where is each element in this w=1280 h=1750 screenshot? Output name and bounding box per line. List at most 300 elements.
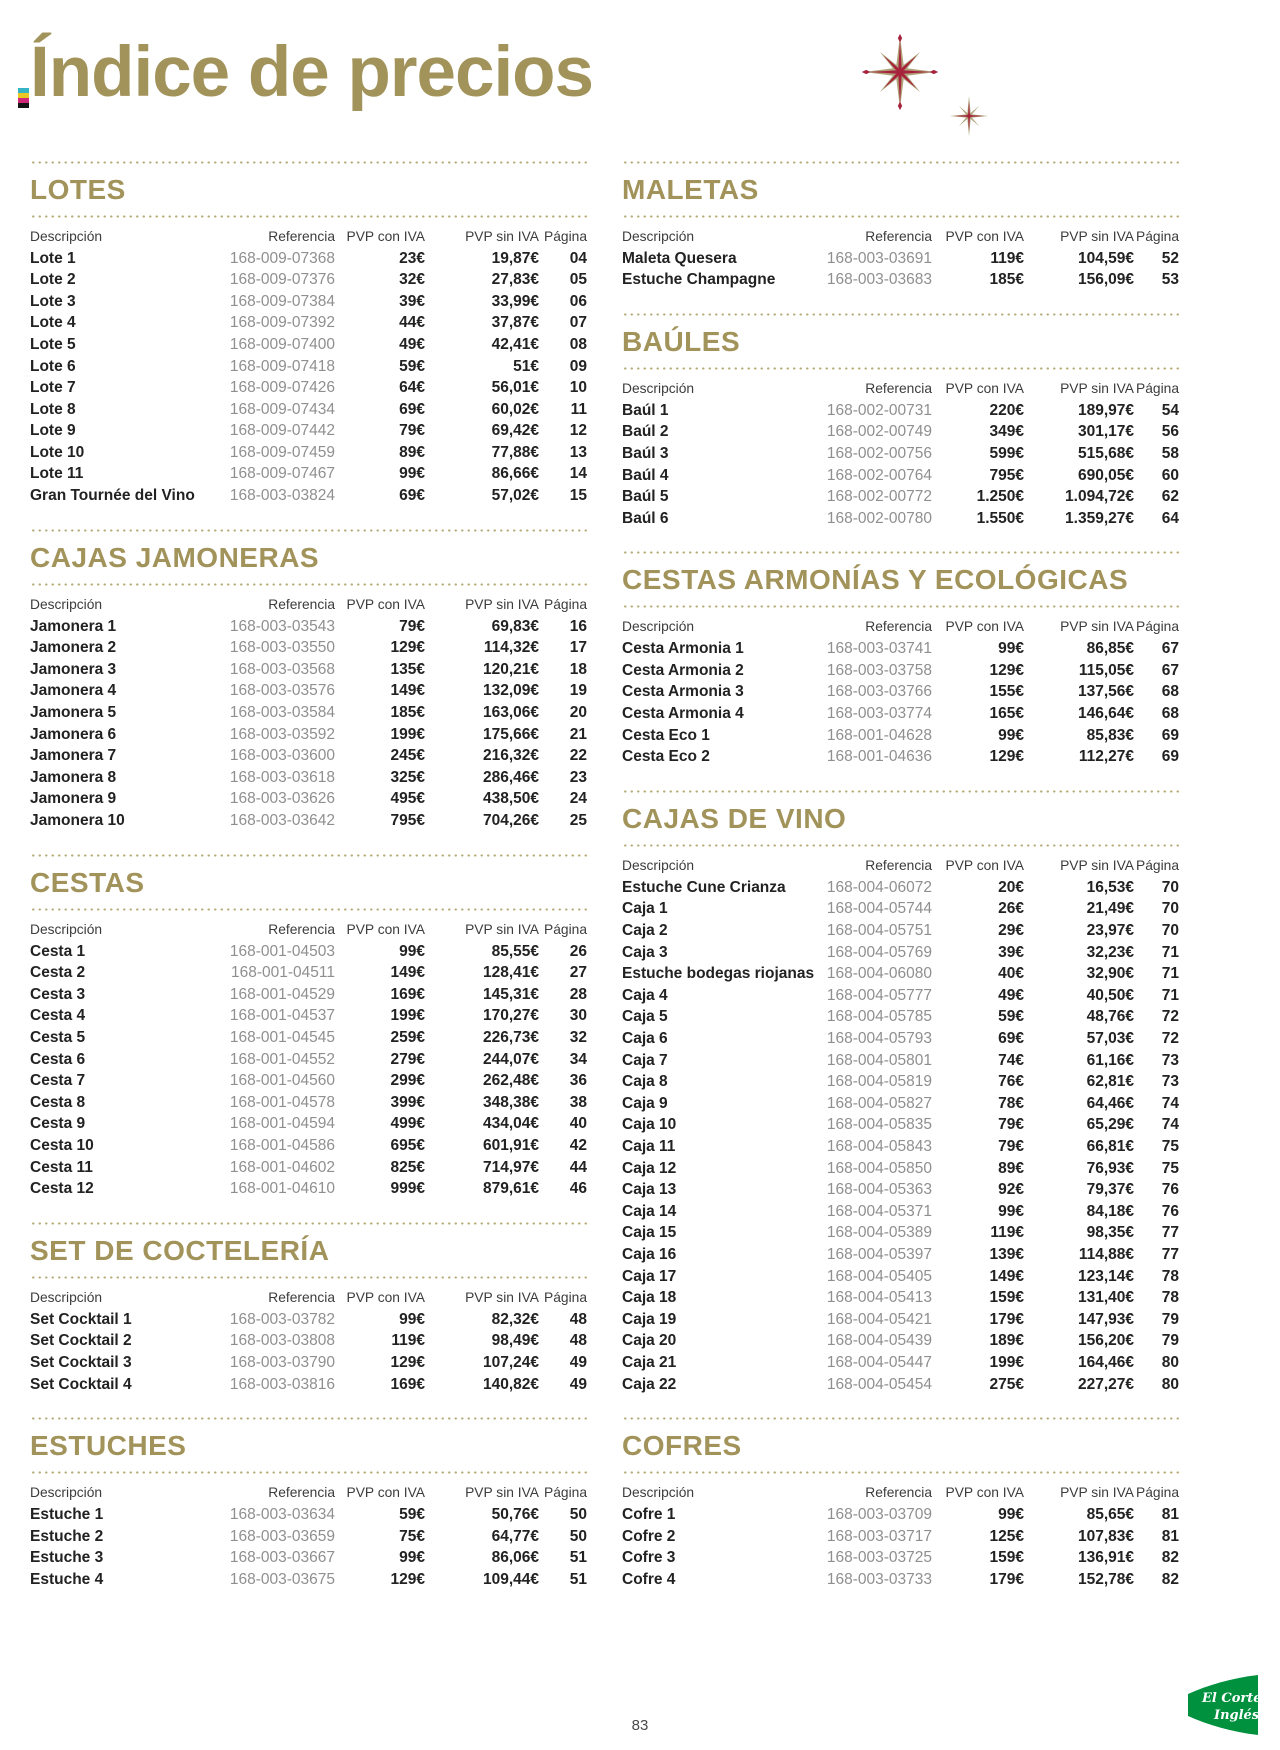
cell-description: Caja 18 [622,1289,677,1307]
cell-page: 25 [569,812,587,830]
dotted-divider [30,529,587,532]
column-header-description: Descripción [622,1485,695,1501]
table-row [30,680,587,702]
cell-price-without-vat: 348,38€ [482,1093,539,1111]
cell-page: 64 [1161,509,1179,527]
table-row [622,400,1179,422]
table-row [30,420,587,442]
table-row [30,745,587,767]
cell-description: Cofre 3 [622,1549,676,1567]
cell-reference: 168-004-05850 [826,1159,932,1177]
column-header-page: Página [1136,857,1179,873]
table-row [30,334,587,356]
cell-description: Cofre 1 [622,1506,676,1524]
table-row [30,1178,587,1200]
cell-price-with-vat: 135€ [390,660,425,678]
cell-price-without-vat: 77,88€ [491,443,539,461]
cell-description: Maleta Quesera [622,249,737,267]
cell-reference: 168-003-03808 [229,1332,335,1350]
cell-page: 80 [1161,1375,1179,1393]
table-row [622,486,1179,508]
cell-price-without-vat: 104,59€ [1077,249,1134,267]
cell-reference: 168-001-04545 [229,1028,335,1046]
cell-description: Caja 10 [622,1116,677,1134]
cell-reference: 168-004-05447 [826,1353,932,1371]
cell-reference: 168-009-07384 [229,292,335,310]
table-row [30,291,587,313]
cell-page: 51 [569,1549,587,1567]
cell-description: Cofre 4 [622,1570,676,1588]
price-section [622,161,1179,291]
cell-page: 14 [569,465,587,483]
cell-page: 46 [569,1180,587,1198]
cell-price-without-vat: 16,53€ [1086,878,1134,896]
cell-reference: 168-003-03642 [229,812,335,830]
table-row [622,1071,1179,1093]
cell-description: Set Cocktail 4 [30,1375,132,1393]
table-row [30,1113,587,1135]
cell-reference: 168-001-04602 [229,1158,335,1176]
cell-price-without-vat: 79,37€ [1086,1181,1134,1199]
cell-description: Cesta Eco 2 [622,748,710,766]
column-header-page: Página [544,1289,587,1305]
cell-description: Baúl 1 [622,401,669,419]
table-row [622,1266,1179,1288]
column-header-page: Página [544,228,587,244]
table-row [30,810,587,832]
cell-reference: 168-003-03758 [826,661,932,679]
table-row [30,312,587,334]
cell-page: 75 [1161,1137,1179,1155]
cell-price-with-vat: 155€ [989,683,1024,701]
cell-price-without-vat: 128,41€ [482,964,539,982]
cell-page: 75 [1161,1159,1179,1177]
column-header-page: Página [1136,380,1179,396]
cell-page: 67 [1161,640,1179,658]
cell-page: 15 [569,487,587,505]
price-table [622,377,1179,530]
column-header-pvp-without-vat: PVP sin IVA [1060,857,1134,873]
cell-price-without-vat: 64,46€ [1086,1094,1134,1112]
star-small-icon [948,92,990,145]
column-header-pvp-with-vat: PVP con IVA [346,228,425,244]
column-header-pvp-without-vat: PVP sin IVA [1060,228,1134,244]
cell-description: Jamonera 4 [30,682,117,700]
cell-price-with-vat: 59€ [399,357,425,375]
dotted-divider [622,1471,1179,1474]
cell-page: 48 [569,1310,587,1328]
cell-price-with-vat: 159€ [989,1549,1024,1567]
cell-price-with-vat: 185€ [989,271,1024,289]
cell-page: 72 [1161,1030,1179,1048]
table-row [622,1504,1179,1526]
table-row [30,1309,587,1331]
el-corte-ingles-logo [1188,1674,1260,1736]
cell-price-without-vat: 42,41€ [491,335,539,353]
table-row [622,1309,1179,1331]
cell-description: Lote 10 [30,443,85,461]
cell-price-with-vat: 399€ [390,1093,425,1111]
cell-page: 77 [1161,1224,1179,1242]
column-header-page: Página [544,596,587,612]
cell-price-with-vat: 129€ [989,661,1024,679]
table-row [30,485,587,507]
column-header-reference: Referencia [865,380,932,396]
cell-reference: 168-003-03667 [229,1549,335,1567]
cell-price-with-vat: 325€ [390,768,425,786]
column-header-pvp-with-vat: PVP con IVA [346,921,425,937]
dotted-divider [622,551,1179,554]
cell-description: Cesta 2 [30,964,86,982]
cell-page: 62 [1161,488,1179,506]
cell-price-without-vat: 131,40€ [1077,1289,1134,1307]
cell-page: 40 [569,1115,587,1133]
cell-reference: 168-001-04610 [229,1180,335,1198]
cell-description: Jamonera 10 [30,812,125,830]
cell-price-without-vat: 170,27€ [482,1007,539,1025]
print-mark-bar [18,103,29,108]
table-row [622,746,1179,768]
cell-description: Cesta Armonia 3 [622,683,744,701]
cell-page: 78 [1161,1267,1179,1285]
cell-price-without-vat: 163,06€ [482,704,539,722]
dotted-divider [622,844,1179,847]
price-table [622,1481,1179,1590]
cell-price-without-vat: 69,42€ [491,422,539,440]
column-header-page: Página [1136,1485,1179,1501]
cell-description: Caja 22 [622,1375,677,1393]
cell-description: Baúl 4 [622,466,669,484]
table-row [622,508,1179,530]
cell-page: 21 [569,725,587,743]
cell-description: Jamonera 8 [30,768,117,786]
cell-description: Caja 5 [622,1008,668,1026]
cell-description: Cesta 12 [30,1180,94,1198]
cell-description: Caja 2 [622,922,668,940]
cell-price-without-vat: 21,49€ [1086,900,1134,918]
table-row [30,659,587,681]
cell-price-with-vat: 149€ [390,682,425,700]
table-row [622,660,1179,682]
cell-page: 16 [569,617,587,635]
cell-reference: 168-004-05751 [826,922,932,940]
table-row [30,984,587,1006]
cell-price-with-vat: 495€ [390,790,425,808]
table-row [30,702,587,724]
cell-price-without-vat: 714,97€ [482,1158,539,1176]
cell-page: 09 [569,357,587,375]
cell-price-without-vat: 152,78€ [1077,1570,1134,1588]
table-row [622,942,1179,964]
cell-price-without-vat: 32,90€ [1086,965,1134,983]
cell-reference: 168-003-03774 [826,705,932,723]
cell-page: 70 [1161,900,1179,918]
cell-price-with-vat: 139€ [989,1245,1024,1263]
cell-reference: 168-001-04529 [229,985,335,1003]
cell-reference: 168-004-05785 [826,1008,932,1026]
cell-description: Cesta 8 [30,1093,86,1111]
cell-reference: 168-004-05371 [826,1202,932,1220]
cell-page: 30 [569,1007,587,1025]
cell-price-with-vat: 279€ [390,1050,425,1068]
cell-price-with-vat: 76€ [998,1073,1024,1091]
cell-reference: 168-004-05389 [826,1224,932,1242]
left-column [30,161,587,1613]
column-header-reference: Referencia [865,228,932,244]
cell-price-with-vat: 78€ [998,1094,1024,1112]
cell-price-with-vat: 795€ [989,466,1024,484]
cell-page: 34 [569,1050,587,1068]
cell-page: 49 [569,1375,587,1393]
section-title: CAJAS JAMONERAS [30,541,320,573]
cell-page: 79 [1161,1310,1179,1328]
cell-price-without-vat: 286,46€ [482,768,539,786]
cell-price-without-vat: 601,91€ [482,1136,539,1154]
cell-price-with-vat: 40€ [998,965,1024,983]
cell-description: Caja 4 [622,986,668,1004]
cell-price-with-vat: 169€ [390,985,425,1003]
table-row [30,1374,587,1396]
cell-price-with-vat: 825€ [390,1158,425,1176]
price-section [622,790,1179,1395]
cell-page: 51 [569,1570,587,1588]
cell-price-without-vat: 40,50€ [1086,986,1134,1004]
column-header-pvp-with-vat: PVP con IVA [945,228,1024,244]
cell-description: Cesta 11 [30,1158,93,1176]
cell-price-with-vat: 29€ [998,922,1024,940]
cell-page: 74 [1161,1094,1179,1112]
column-header-pvp-without-vat: PVP sin IVA [465,1289,539,1305]
table-row [30,1070,587,1092]
cell-description: Caja 14 [622,1202,677,1220]
cell-reference: 168-003-03766 [826,683,932,701]
cell-price-with-vat: 999€ [390,1180,425,1198]
cell-price-with-vat: 1.250€ [976,488,1024,506]
cell-description: Cesta 5 [30,1028,86,1046]
table-row [622,465,1179,487]
cell-price-without-vat: 33,99€ [491,292,539,310]
table-row [622,985,1179,1007]
cell-description: Set Cocktail 2 [30,1332,132,1350]
page-title: Índice de precios [30,33,594,112]
cell-reference: 168-004-05769 [826,943,932,961]
cell-page: 76 [1161,1181,1179,1199]
table-row [30,1092,587,1114]
cell-price-without-vat: 262,48€ [482,1072,539,1090]
cell-reference: 168-004-05744 [826,900,932,918]
cell-page: 78 [1161,1289,1179,1307]
cell-price-with-vat: 99€ [399,942,425,960]
cell-page: 54 [1161,401,1179,419]
table-row [30,724,587,746]
table-row [622,877,1179,899]
dotted-divider [30,161,587,164]
price-section [30,1417,587,1590]
cell-reference: 168-002-00772 [826,488,932,506]
table-header-row [30,225,587,248]
cell-reference: 168-003-03618 [229,768,335,786]
cell-price-with-vat: 99€ [998,1202,1024,1220]
cell-price-with-vat: 23€ [399,249,425,267]
table-row [30,1135,587,1157]
cell-reference: 168-004-06080 [826,965,932,983]
cell-price-with-vat: 59€ [399,1506,425,1524]
cell-price-without-vat: 57,03€ [1086,1030,1134,1048]
column-header-description: Descripción [30,921,103,937]
cell-price-without-vat: 115,05€ [1078,661,1134,679]
cell-price-without-vat: 107,24€ [482,1353,539,1371]
column-header-pvp-without-vat: PVP sin IVA [1060,619,1134,635]
cell-price-without-vat: 37,87€ [491,314,539,332]
cell-description: Cesta 9 [30,1115,86,1133]
cell-price-with-vat: 259€ [390,1028,425,1046]
table-header-row [622,377,1179,400]
table-row [622,1114,1179,1136]
column-header-pvp-without-vat: PVP sin IVA [465,596,539,612]
table-header-row [622,615,1179,638]
index-columns [30,161,1179,1613]
cell-price-without-vat: 690,05€ [1077,466,1134,484]
cell-page: 73 [1161,1051,1179,1069]
cell-reference: 168-004-05835 [826,1116,932,1134]
cell-page: 13 [569,443,587,461]
cell-price-with-vat: 599€ [989,444,1024,462]
column-header-reference: Referencia [268,921,335,937]
cell-description: Gran Tournée del Vino [30,487,195,505]
cell-reference: 168-002-00764 [826,466,932,484]
logo-text-line1: El Corte [1202,1691,1262,1706]
cell-page: 67 [1161,661,1179,679]
column-header-pvp-with-vat: PVP con IVA [945,857,1024,873]
cell-description: Cesta 1 [30,942,86,960]
cell-description: Lote 6 [30,357,76,375]
cell-reference: 168-004-05454 [826,1375,932,1393]
cell-price-with-vat: 129€ [390,1353,425,1371]
cell-reference: 168-002-00731 [826,401,932,419]
cell-price-with-vat: 695€ [390,1136,425,1154]
cell-reference: 168-003-03816 [229,1375,335,1393]
table-row [30,1027,587,1049]
cell-reference: 168-003-03683 [826,271,932,289]
table-row [622,1244,1179,1266]
cell-reference: 168-004-05819 [826,1073,932,1091]
cell-reference: 168-003-03600 [229,747,335,765]
cell-price-with-vat: 59€ [998,1008,1024,1026]
cell-description: Estuche 3 [30,1549,104,1567]
cell-price-with-vat: 39€ [998,943,1024,961]
column-header-reference: Referencia [268,1485,335,1501]
table-row [622,1374,1179,1396]
cell-page: 77 [1161,1245,1179,1263]
price-section [622,1417,1179,1590]
dotted-divider [622,367,1179,370]
cell-description: Cesta 6 [30,1050,86,1068]
column-header-description: Descripción [622,380,695,396]
cell-price-with-vat: 79€ [399,617,425,635]
cell-price-without-vat: 136,91€ [1077,1549,1134,1567]
cell-price-without-vat: 86,06€ [491,1549,539,1567]
cell-description: Caja 17 [622,1267,677,1285]
cell-price-with-vat: 199€ [390,725,425,743]
cell-page: 28 [569,985,587,1003]
cell-reference: 168-004-05439 [826,1332,932,1350]
price-table [30,225,587,507]
cell-page: 81 [1161,1527,1179,1545]
cell-reference: 168-002-00749 [826,423,932,441]
table-header-row [30,1481,587,1504]
cell-price-with-vat: 74€ [998,1051,1024,1069]
cell-price-without-vat: 244,07€ [482,1050,539,1068]
table-header-row [30,918,587,941]
cell-reference: 168-001-04594 [229,1115,335,1133]
cell-price-with-vat: 199€ [989,1353,1024,1371]
cell-description: Lote 7 [30,379,76,397]
cell-description: Lote 2 [30,271,76,289]
table-row [622,1352,1179,1374]
cell-description: Estuche 2 [30,1527,104,1545]
cell-price-without-vat: 56,01€ [491,379,539,397]
cell-price-without-vat: 114,32€ [483,639,539,657]
cell-page: 48 [569,1332,587,1350]
cell-price-without-vat: 132,09€ [482,682,539,700]
dotted-divider [30,1276,587,1279]
cell-reference: 168-004-05843 [826,1137,932,1155]
cell-reference: 168-003-03824 [229,487,335,505]
price-table [30,1481,587,1590]
cell-price-with-vat: 149€ [390,964,425,982]
table-row [30,463,587,485]
cell-price-without-vat: 107,83€ [1077,1527,1134,1545]
cell-price-without-vat: 60,02€ [491,400,539,418]
section-title: SET DE COCTELERÍA [30,1234,330,1266]
cell-reference: 168-003-03790 [229,1353,335,1371]
cell-description: Jamonera 9 [30,790,117,808]
column-header-reference: Referencia [865,619,932,635]
column-header-reference: Referencia [268,596,335,612]
cell-price-with-vat: 20€ [998,878,1024,896]
column-header-description: Descripción [622,228,695,244]
cell-price-without-vat: 216,32€ [482,747,539,765]
cell-description: Caja 16 [622,1245,677,1263]
cell-price-with-vat: 39€ [399,292,425,310]
cell-reference: 168-003-03691 [826,249,932,267]
cell-price-without-vat: 704,26€ [482,812,539,830]
cell-page: 08 [569,335,587,353]
cell-price-without-vat: 85,55€ [491,942,539,960]
cell-price-with-vat: 99€ [399,1310,425,1328]
column-header-reference: Referencia [268,1289,335,1305]
table-row [622,1569,1179,1591]
table-row [30,962,587,984]
cell-reference: 168-009-07459 [229,443,335,461]
table-row [622,1287,1179,1309]
table-row [622,638,1179,660]
cell-reference: 168-009-07467 [229,465,335,483]
table-row [622,1158,1179,1180]
cell-reference: 168-002-00780 [826,509,932,527]
cell-price-without-vat: 123,14€ [1077,1267,1134,1285]
cell-price-with-vat: 275€ [989,1375,1024,1393]
cell-price-without-vat: 146,64€ [1077,705,1134,723]
price-table [622,854,1179,1395]
cell-reference: 168-003-03675 [229,1570,335,1588]
cell-price-without-vat: 84,18€ [1086,1202,1134,1220]
table-row [30,788,587,810]
cell-price-with-vat: 299€ [390,1072,425,1090]
price-table [30,593,587,832]
cell-price-without-vat: 86,66€ [491,465,539,483]
cell-page: 70 [1161,922,1179,940]
